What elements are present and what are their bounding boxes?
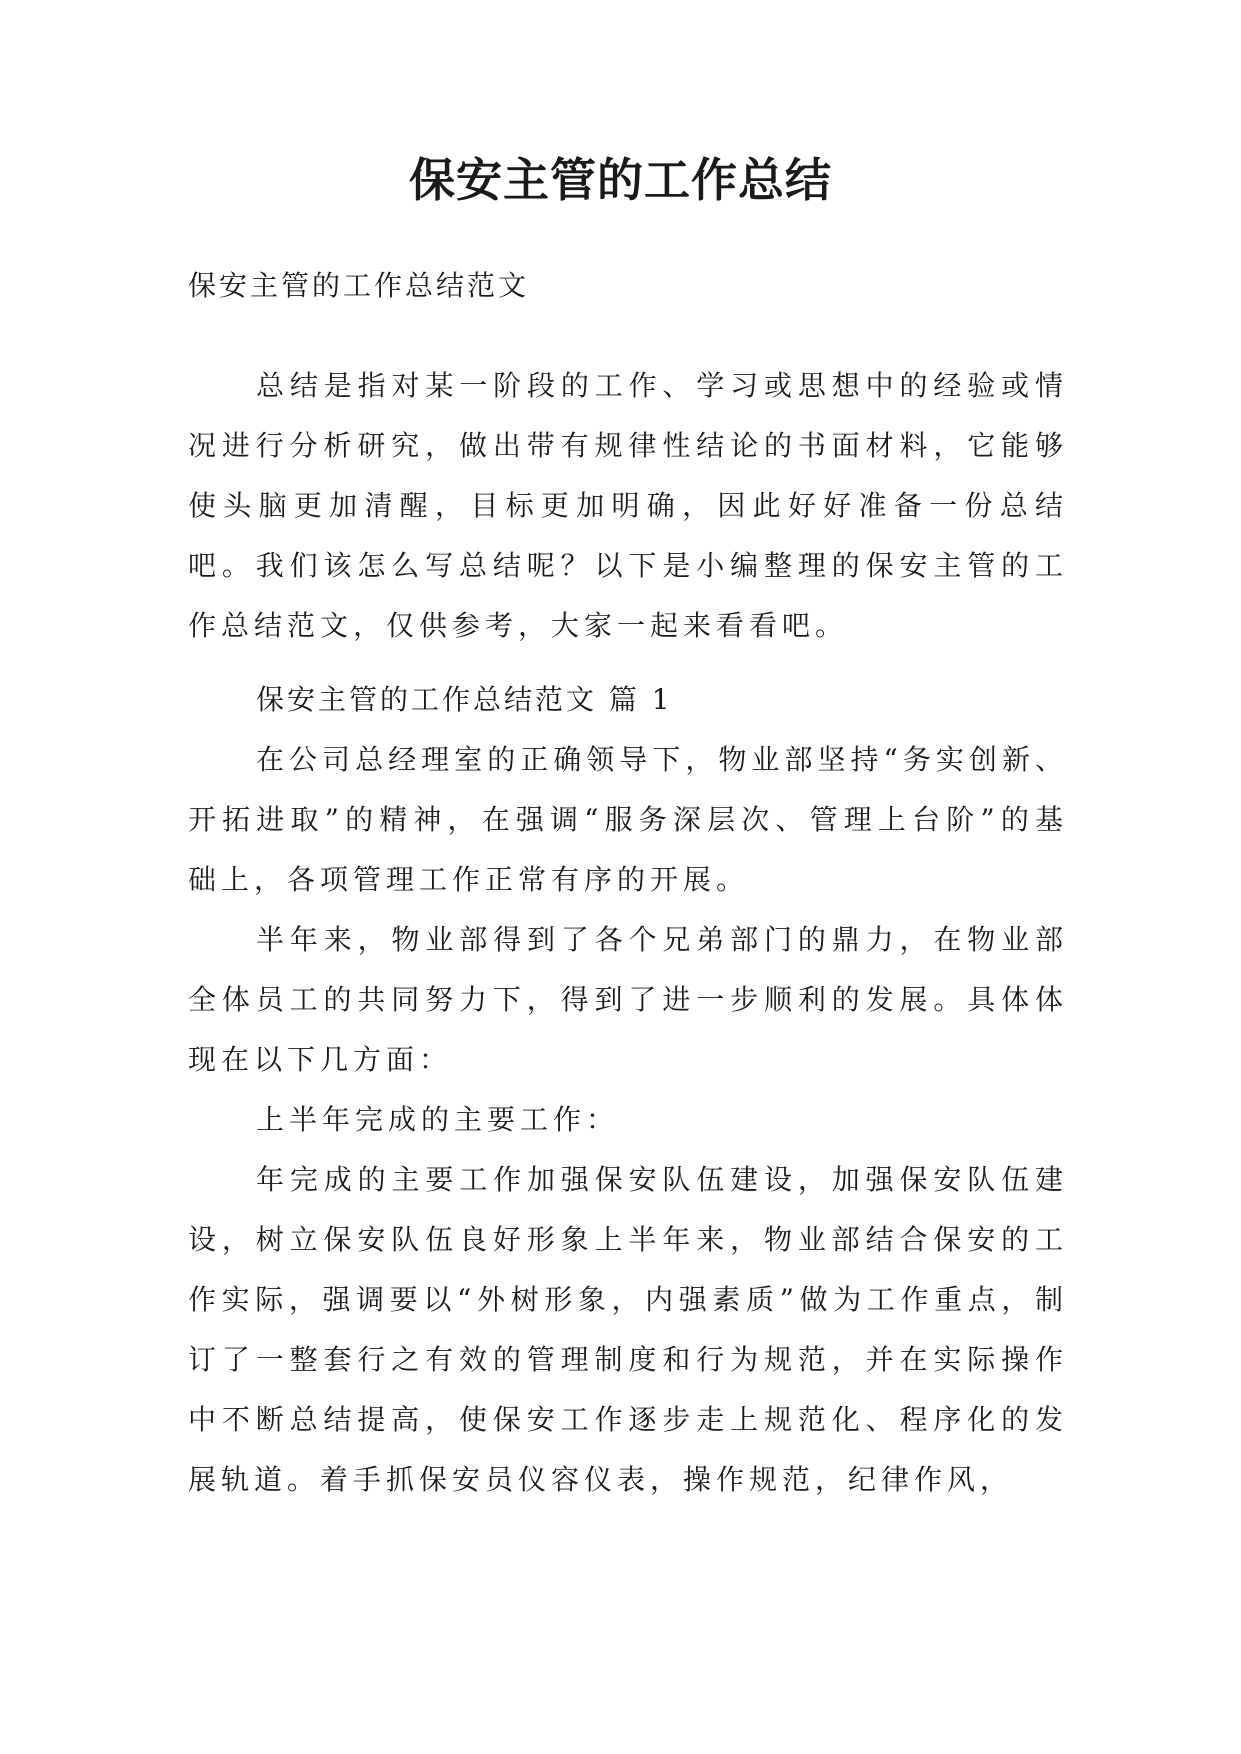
body-paragraph-4: 年完成的主要工作加强保安队伍建设，加强保安队伍建设，树立保安队伍良好形象上半年来，物业部结合保安的工作实际，强调要以“外树形象，内强素质”做为工作重点，制订了一整套行之有效的管理制度和行为规范，并在实际操作中不断总结提高，使保安工作逐步走上规范化、程序化的发展轨道。着手抓保安员仪容仪表，操作规范，纪律作风，	[188, 1163, 1068, 1496]
document-title: 保安主管的工作总结	[409, 153, 832, 207]
body-paragraph-3: 上半年完成的主要工作：	[256, 1103, 620, 1136]
intro-paragraph: 总结是指对某一阶段的工作、学习或思想中的经验或情况进行分析研究，做出带有规律性结论的书面材料，它能够使头脑更加清醒，目标更加明确，因此好好准备一份总结吧。我们该怎么写总结呢？以下是小编整理的保安主管的工作总结范文，仅供参考，大家一起来看看吧。	[188, 369, 1068, 642]
document-subtitle: 保安主管的工作总结范文	[188, 269, 530, 302]
section-heading: 保安主管的工作总结范文 篇 1	[256, 683, 673, 716]
body-paragraph-2: 半年来，物业部得到了各个兄弟部门的鼎力，在物业部全体员工的共同努力下，得到了进一步顺利的发展。具体体现在以下几方面：	[188, 923, 1068, 1076]
body-paragraph-1: 在公司总经理室的正确领导下，物业部坚持“务实创新、开拓进取”的精神，在强调“服务深层次、管理上台阶”的基础上，各项管理工作正常有序的开展。	[188, 743, 1068, 896]
